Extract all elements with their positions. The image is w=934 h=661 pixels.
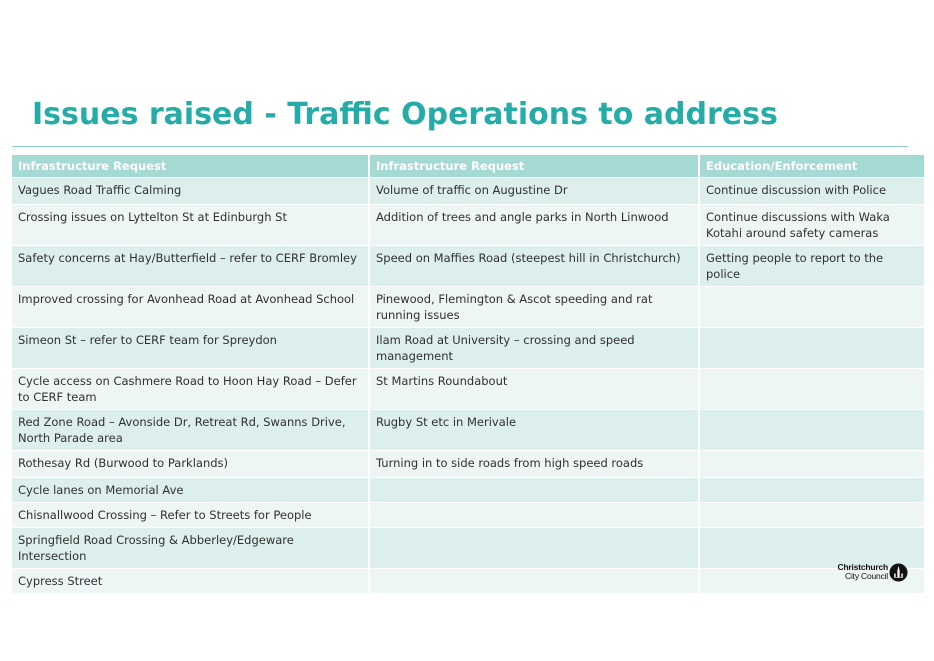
logo-line-1: Christchurch bbox=[837, 562, 888, 572]
issues-table bbox=[12, 155, 924, 593]
table-cell: Continue discussion with Police bbox=[699, 178, 924, 205]
table-cell bbox=[699, 287, 924, 328]
column-header: Education/Enforcement bbox=[699, 155, 924, 178]
table-row bbox=[12, 205, 924, 246]
table-cell: Chisnallwood Crossing – Refer to Streets for People bbox=[12, 503, 369, 528]
table-cell: Improved crossing for Avonhead Road at Avonhead School bbox=[12, 287, 369, 328]
table-cell bbox=[699, 451, 924, 478]
table-row bbox=[12, 528, 924, 569]
logo-line-2: City Council bbox=[845, 571, 888, 581]
table-row bbox=[12, 478, 924, 503]
table-row bbox=[12, 287, 924, 328]
table-cell: Continue discussions with Waka Kotahi around safety cameras bbox=[699, 205, 924, 246]
table-cell: Pinewood, Flemington & Ascot speeding and rat running issues bbox=[369, 287, 699, 328]
table-cell: Addition of trees and angle parks in North Linwood bbox=[369, 205, 699, 246]
table-header-row bbox=[12, 155, 924, 178]
table-cell: Vagues Road Traffic Calming bbox=[12, 178, 369, 205]
table-row bbox=[12, 246, 924, 287]
table-cell bbox=[369, 503, 699, 528]
table-cell: Springfield Road Crossing & Abberley/Edgeware Intersection bbox=[12, 528, 369, 569]
table-cell bbox=[699, 503, 924, 528]
column-header: Infrastructure Request bbox=[12, 155, 369, 178]
table-cell: Turning in to side roads from high speed roads bbox=[369, 451, 699, 478]
column-header: Infrastructure Request bbox=[369, 155, 699, 178]
table-cell: St Martins Roundabout bbox=[369, 369, 699, 410]
table-row bbox=[12, 369, 924, 410]
table-cell: Rothesay Rd (Burwood to Parklands) bbox=[12, 451, 369, 478]
cathedral-emblem-icon bbox=[889, 563, 908, 582]
table-cell: Red Zone Road – Avonside Dr, Retreat Rd, Swanns Drive, North Parade area bbox=[12, 410, 369, 451]
table-cell bbox=[369, 478, 699, 503]
table-cell: Getting people to report to the police bbox=[699, 246, 924, 287]
table-cell bbox=[369, 528, 699, 569]
table-cell: Safety concerns at Hay/Butterfield – refer to CERF Bromley bbox=[12, 246, 369, 287]
table-cell: Crossing issues on Lyttelton St at Edinburgh St bbox=[12, 205, 369, 246]
table-cell: Cycle access on Cashmere Road to Hoon Hay Road – Defer to CERF team bbox=[12, 369, 369, 410]
table-cell: Volume of traffic on Augustine Dr bbox=[369, 178, 699, 205]
table-cell bbox=[699, 328, 924, 369]
title-divider bbox=[12, 146, 908, 147]
table-cell: Cypress Street bbox=[12, 569, 369, 594]
table-row bbox=[12, 410, 924, 451]
table-cell bbox=[369, 569, 699, 594]
table-cell bbox=[699, 369, 924, 410]
page-title: Issues raised - Traffic Operations to address bbox=[32, 97, 778, 132]
table-cell: Speed on Maffies Road (steepest hill in Christchurch) bbox=[369, 246, 699, 287]
table-row bbox=[12, 569, 924, 594]
table-row bbox=[12, 451, 924, 478]
table-cell: Rugby St etc in Merivale bbox=[369, 410, 699, 451]
table-row bbox=[12, 178, 924, 205]
table-cell: Simeon St – refer to CERF team for Spreydon bbox=[12, 328, 369, 369]
table-cell bbox=[699, 478, 924, 503]
table-row bbox=[12, 503, 924, 528]
christchurch-city-council-logo bbox=[832, 562, 908, 584]
table-cell: Ilam Road at University – crossing and speed management bbox=[369, 328, 699, 369]
table-row bbox=[12, 328, 924, 369]
table-cell bbox=[699, 410, 924, 451]
table-cell: Cycle lanes on Memorial Ave bbox=[12, 478, 369, 503]
